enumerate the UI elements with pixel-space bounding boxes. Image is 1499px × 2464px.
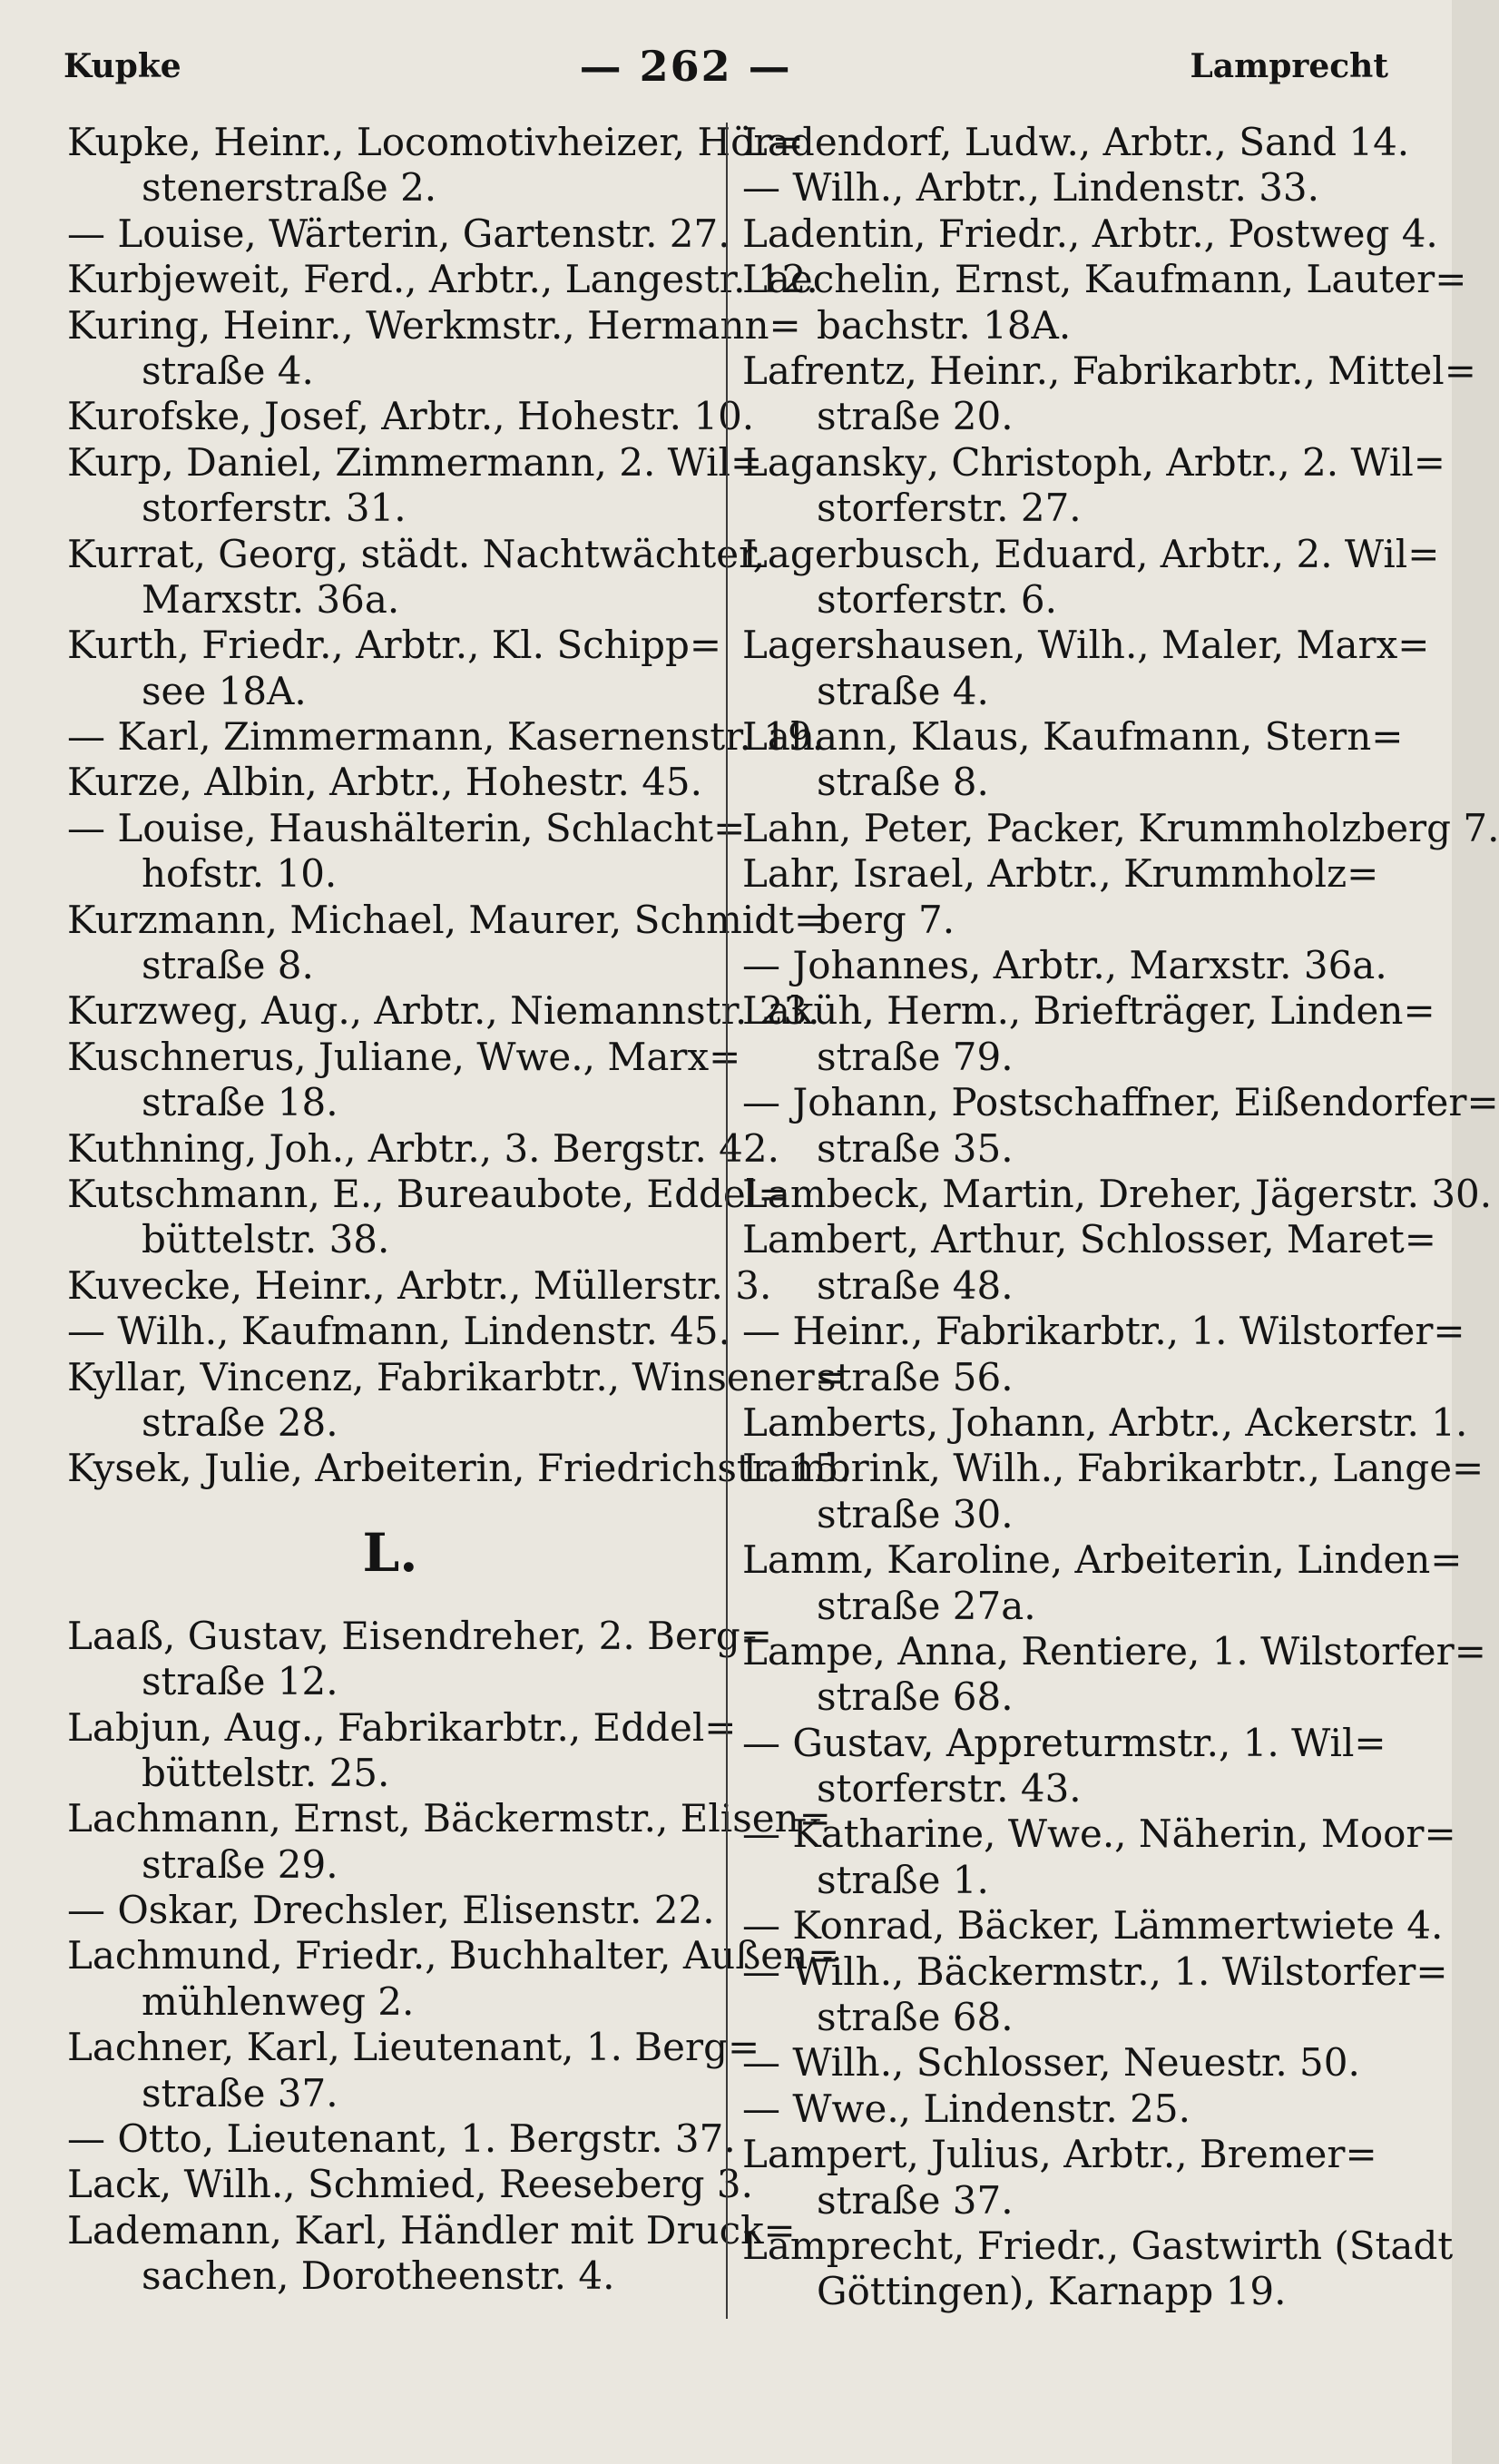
entry-continuation-line: straße 20.	[817, 394, 1014, 439]
entry-continuation-line: straße 27a.	[817, 1583, 1036, 1628]
entry-line: Lamm, Karoline, Arbeiterin, Linden=	[742, 1537, 1463, 1583]
entry-line: — Wilh., Kaufmann, Lindenstr. 45.	[67, 1309, 730, 1354]
entry-line: — Louise, Wärterin, Gartenstr. 27.	[67, 211, 730, 256]
entry-continuation-line: straße 79.	[817, 1034, 1014, 1079]
entry-continuation-line: Göttingen), Karnapp 19.	[817, 2269, 1287, 2314]
page-header	[64, 34, 1388, 98]
right-entries	[742, 120, 1499, 2315]
entry-line: Ladentin, Friedr., Arbtr., Postweg 4.	[742, 211, 1438, 256]
left-entries-k	[67, 120, 851, 1492]
section-letter: L.	[362, 1521, 418, 1584]
entry-line: Lafrentz, Heinr., Fabrikarbtr., Mittel=	[742, 348, 1476, 393]
left-entries-l	[67, 1613, 840, 2300]
entry-line: Kurrat, Georg, städt. Nachtwächter,	[67, 531, 765, 576]
entry-line: Kutschmann, E., Bureaubote, Eddel=	[67, 1171, 790, 1216]
entry-line: Lahn, Peter, Packer, Krummholzberg 7.	[742, 805, 1499, 850]
entry-line: Kuthning, Joh., Arbtr., 3. Bergstr. 42.	[67, 1125, 779, 1171]
entry-line: — Wilh., Arbtr., Lindenstr. 33.	[742, 165, 1319, 211]
entry-line: — Otto, Lieutenant, 1. Bergstr. 37.	[67, 2116, 736, 2162]
entry-continuation-line: straße 12.	[142, 1659, 338, 1704]
entry-line: — Heinr., Fabrikarbtr., 1. Wilstorfer=	[742, 1309, 1465, 1354]
entry-line: Kuring, Heinr., Werkmstr., Hermann=	[67, 302, 801, 348]
entry-continuation-line: bachstr. 18A.	[817, 302, 1072, 348]
entry-continuation-line: straße 1.	[817, 1857, 989, 1902]
header-left-catchword: Kupke	[64, 47, 181, 85]
entry-line: Lambrink, Wilh., Fabrikarbtr., Lange=	[742, 1446, 1484, 1491]
entry-continuation-line: storferstr. 31.	[142, 486, 407, 531]
entry-line: Lachmund, Friedr., Buchhalter, Außen=	[67, 1933, 840, 1978]
right-column	[742, 120, 1499, 2315]
entry-line: Lachmann, Ernst, Bäckermstr., Elisen=	[67, 1796, 831, 1841]
entry-line: Kurze, Albin, Arbtr., Hohestr. 45.	[67, 760, 702, 805]
entry-continuation-line: storferstr. 6.	[817, 576, 1057, 622]
entry-line: Lachner, Karl, Lieutenant, 1. Berg=	[67, 2025, 760, 2070]
entry-continuation-line: büttelstr. 25.	[142, 1750, 390, 1795]
entry-continuation-line: straße 56.	[817, 1354, 1014, 1399]
entry-line: Lambeck, Martin, Dreher, Jägerstr. 30.	[742, 1171, 1493, 1216]
entry-continuation-line: storferstr. 27.	[817, 486, 1082, 531]
entry-line: — Karl, Zimmermann, Kasernenstr. 19.	[67, 714, 825, 760]
entry-continuation-line: sachen, Dorotheenstr. 4.	[142, 2253, 615, 2299]
entry-line: Laganskу, Christoph, Arbtr., 2. Wil=	[742, 439, 1445, 485]
entry-line: Kurzweg, Aug., Arbtr., Niemannstr. 23.	[67, 988, 820, 1034]
entry-line: Lampert, Julius, Arbtr., Bremer=	[742, 2132, 1377, 2177]
entry-line: Lagerbusch, Eduard, Arbtr., 2. Wil=	[742, 531, 1440, 576]
page-number: — 262 —	[579, 42, 792, 91]
left-column	[67, 120, 851, 2300]
entry-continuation-line: straße 30.	[817, 1491, 1014, 1536]
entry-line: Labjun, Aug., Fabrikarbtr., Eddel=	[67, 1704, 737, 1750]
entry-line: — Wwe., Lindenstr. 25.	[742, 2086, 1190, 2131]
entry-line: — Konrad, Bäcker, Lämmertwiete 4.	[742, 1903, 1444, 1949]
entry-continuation-line: straße 4.	[817, 668, 989, 713]
entry-continuation-line: straße 37.	[142, 2070, 338, 2116]
entry-continuation-line: straße 37.	[817, 2177, 1014, 2223]
entry-continuation-line: hofstr. 10.	[142, 851, 338, 897]
entry-line: Lambert, Arthur, Schlosser, Maret=	[742, 1217, 1436, 1262]
entry-continuation-line: see 18A.	[142, 668, 307, 713]
entry-line: Kurth, Friedr., Arbtr., Kl. Schipp=	[67, 623, 722, 668]
entry-line: — Gustav, Appreturmstr., 1. Wil=	[742, 1720, 1386, 1765]
entry-continuation-line: berg 7.	[817, 897, 955, 942]
entry-line: — Johannes, Arbtr., Marxstr. 36a.	[742, 943, 1387, 988]
entry-line: Laküh, Herm., Briefträger, Linden=	[742, 988, 1435, 1034]
entry-continuation-line: straße 29.	[142, 1841, 338, 1887]
entry-line: — Oskar, Drechsler, Elisenstr. 22.	[67, 1888, 715, 1933]
entry-continuation-line: stenerstraße 2.	[142, 165, 437, 211]
entry-line: Lampe, Anna, Rentiere, 1. Wilstorfer=	[742, 1628, 1486, 1674]
entry-continuation-line: straße 28.	[142, 1399, 338, 1445]
entry-line: — Louise, Haushälterin, Schlacht=	[67, 805, 746, 850]
entry-continuation-line: büttelstr. 38.	[142, 1217, 390, 1262]
entry-continuation-line: straße 4.	[142, 348, 314, 393]
entry-line: — Johann, Postschaffner, Eißendorfer=	[742, 1080, 1499, 1125]
entry-continuation-line: straße 35.	[817, 1125, 1014, 1171]
entry-line: — Katharine, Wwe., Näherin, Moor=	[742, 1811, 1456, 1857]
entry-continuation-line: straße 8.	[817, 760, 989, 805]
entry-line: Kurbjeweit, Ferd., Arbtr., Langestr. 12.	[67, 257, 818, 302]
entry-line: — Wilh., Bäckermstr., 1. Wilstorfer=	[742, 1949, 1448, 1994]
column-divider	[726, 123, 728, 2319]
entry-line: Kurofske, Josef, Arbtr., Hohestr. 10.	[67, 394, 755, 439]
entry-line: Ladendorf, Ludw., Arbtr., Sand 14.	[742, 120, 1410, 164]
entry-line: Kyllar, Vincenz, Fabrikarbtr., Winsener=	[67, 1354, 847, 1399]
entry-line: Kuvecke, Heinr., Arbtr., Müllerstr. 3.	[67, 1262, 772, 1308]
entry-continuation-line: straße 68.	[817, 1674, 1014, 1720]
entry-line: Lahr, Israel, Arbtr., Krummholz=	[742, 851, 1379, 897]
entry-line: Kurzmann, Michael, Maurer, Schmidt=	[67, 897, 827, 942]
entry-line: Lahann, Klaus, Kaufmann, Stern=	[742, 714, 1404, 760]
header-right-catchword: Lamprecht	[1190, 47, 1388, 85]
entry-continuation-line: straße 8.	[142, 943, 314, 988]
entry-line: Lamberts, Johann, Arbtr., Ackerstr. 1.	[742, 1399, 1468, 1445]
entry-continuation-line: straße 18.	[142, 1080, 338, 1125]
entry-line: Lack, Wilh., Schmied, Reeseberg 3.	[67, 2162, 753, 2207]
entry-line: Lademann, Karl, Händler mit Druck=	[67, 2207, 796, 2253]
entry-line: Kurp, Daniel, Zimmermann, 2. Wil=	[67, 439, 763, 485]
entry-line: Kuschnerus, Juliane, Wwe., Marx=	[67, 1034, 741, 1079]
entry-line: — Wilh., Schlosser, Neuestr. 50.	[742, 2040, 1360, 2086]
entry-line: Laechelin, Ernst, Kaufmann, Lauter=	[742, 257, 1467, 302]
entry-continuation-line: straße 68.	[817, 1995, 1014, 2040]
entry-line: Laaß, Gustav, Eisendreher, 2. Berg=	[67, 1613, 772, 1658]
entry-line: Lagershausen, Wilh., Maler, Marx=	[742, 623, 1430, 668]
entry-continuation-line: Marxstr. 36a.	[142, 576, 400, 622]
entry-continuation-line: straße 48.	[817, 1262, 1014, 1308]
entry-line: Kupke, Heinr., Locomotivheizer, Hör=	[67, 120, 804, 164]
entry-line: Lamprecht, Friedr., Gastwirth (Stadt	[742, 2223, 1454, 2268]
entry-continuation-line: storferstr. 43.	[817, 1766, 1082, 1811]
entry-line: Kysek, Julie, Arbeiterin, Friedrichstr. 15.	[67, 1446, 851, 1491]
entry-continuation-line: mühlenweg 2.	[142, 1978, 415, 2024]
